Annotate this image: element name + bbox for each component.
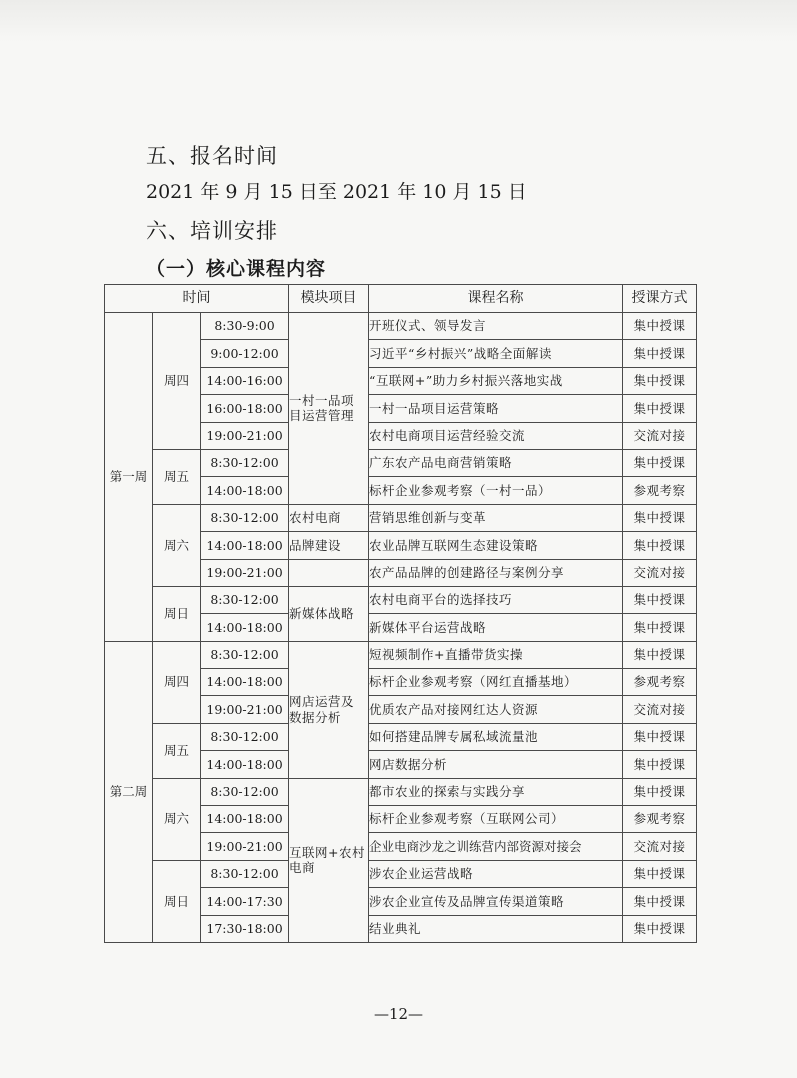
method-cell: 集中授课	[623, 614, 697, 641]
course-cell: 农业品牌互联网生态建设策略	[369, 532, 623, 559]
time-cell: 8:30-9:00	[201, 313, 289, 340]
method-cell: 交流对接	[623, 422, 697, 449]
module-cell: 新媒体战略	[289, 586, 369, 641]
subheading-core-courses: （一）核心课程内容	[146, 258, 327, 280]
registration-period: 2021 年 9 月 15 日至 2021 年 10 月 15 日	[146, 181, 527, 203]
course-cell: 网店数据分析	[369, 751, 623, 778]
time-cell: 19:00-21:00	[201, 422, 289, 449]
day-cell: 周五	[153, 723, 201, 778]
module-label: 数据分析	[289, 709, 342, 725]
course-cell: 涉农企业运营战略	[369, 860, 623, 887]
header-course: 课程名称	[369, 285, 623, 313]
table-row	[105, 449, 697, 476]
module-label: 互联网+农村	[289, 844, 366, 860]
module-label: 目运营管理	[289, 408, 355, 424]
method-cell: 集中授课	[623, 395, 697, 422]
section-heading-registration: 五、报名时间	[146, 144, 278, 168]
section-heading-training: 六、培训安排	[146, 219, 278, 243]
time-cell: 14:00-16:00	[201, 367, 289, 394]
table-row	[105, 723, 697, 750]
course-cell: 标杆企业参观考察（一村一品）	[369, 477, 623, 504]
method-cell: 交流对接	[623, 833, 697, 860]
module-cell: 农村电商	[289, 504, 369, 531]
time-cell: 14:00-18:00	[201, 614, 289, 641]
time-cell: 14:00-18:00	[201, 477, 289, 504]
time-cell: 14:00-17:30	[201, 888, 289, 915]
day-cell: 周日	[153, 586, 201, 641]
module-cell	[289, 313, 369, 505]
method-cell: 参观考察	[623, 669, 697, 696]
course-cell: 开班仪式、领导发言	[369, 313, 623, 340]
scan-top-band	[0, 0, 797, 42]
method-cell: 集中授课	[623, 888, 697, 915]
course-cell: 习近平“乡村振兴”战略全面解读	[369, 340, 623, 367]
module-label: 一村一品项	[289, 392, 355, 408]
course-cell: “互联网+”助力乡村振兴落地实战	[369, 367, 623, 394]
table-row	[105, 778, 697, 805]
method-cell: 集中授课	[623, 367, 697, 394]
time-cell: 8:30-12:00	[201, 860, 289, 887]
course-cell: 优质农产品对接网红达人资源	[369, 696, 623, 723]
table-header-row	[105, 285, 697, 313]
course-cell: 标杆企业参观考察（网红直播基地）	[369, 669, 623, 696]
method-cell: 集中授课	[623, 778, 697, 805]
time-cell: 14:00-18:00	[201, 806, 289, 833]
module-cell	[289, 641, 369, 778]
method-cell: 参观考察	[623, 806, 697, 833]
header-method: 授课方式	[623, 285, 697, 313]
day-cell: 周四	[153, 641, 201, 723]
method-cell: 集中授课	[623, 586, 697, 613]
time-cell: 8:30-12:00	[201, 586, 289, 613]
course-cell: 短视频制作+直播带货实操	[369, 641, 623, 668]
week-cell: 第二周	[105, 641, 153, 942]
time-cell: 14:00-18:00	[201, 532, 289, 559]
time-cell: 17:30-18:00	[201, 915, 289, 942]
time-cell: 8:30-12:00	[201, 449, 289, 476]
day-cell: 周六	[153, 778, 201, 860]
time-cell: 14:00-18:00	[201, 669, 289, 696]
course-cell: 农村电商平台的选择技巧	[369, 586, 623, 613]
course-cell: 标杆企业参观考察（互联网公司）	[369, 806, 623, 833]
time-cell: 9:00-12:00	[201, 340, 289, 367]
time-cell: 8:30-12:00	[201, 778, 289, 805]
page-number: —12—	[373, 1005, 424, 1023]
method-cell: 集中授课	[623, 504, 697, 531]
time-cell: 14:00-18:00	[201, 751, 289, 778]
course-cell: 农产品品牌的创建路径与案例分享	[369, 559, 623, 586]
course-cell: 广东农产品电商营销策略	[369, 449, 623, 476]
header-module: 模块项目	[289, 285, 369, 313]
method-cell: 集中授课	[623, 751, 697, 778]
course-cell: 农村电商项目运营经验交流	[369, 422, 623, 449]
course-cell: 结业典礼	[369, 915, 623, 942]
module-cell	[289, 559, 369, 586]
method-cell: 集中授课	[623, 723, 697, 750]
course-cell: 企业电商沙龙之训练营内部资源对接会	[369, 833, 623, 860]
time-cell: 16:00-18:00	[201, 395, 289, 422]
week-cell: 第一周	[105, 313, 153, 642]
course-cell: 营销思维创新与变革	[369, 504, 623, 531]
method-cell: 交流对接	[623, 696, 697, 723]
day-cell: 周四	[153, 313, 201, 450]
method-cell: 集中授课	[623, 340, 697, 367]
module-label: 网店运营及	[289, 694, 355, 710]
course-cell: 一村一品项目运营策略	[369, 395, 623, 422]
table-row	[105, 313, 697, 340]
time-cell: 8:30-12:00	[201, 641, 289, 668]
day-cell: 周六	[153, 504, 201, 586]
course-cell: 涉农企业宣传及品牌宣传渠道策略	[369, 888, 623, 915]
method-cell: 集中授课	[623, 641, 697, 668]
time-cell: 19:00-21:00	[201, 833, 289, 860]
table-row	[105, 504, 697, 531]
time-cell: 8:30-12:00	[201, 504, 289, 531]
course-cell: 新媒体平台运营战略	[369, 614, 623, 641]
table-row	[105, 860, 697, 887]
method-cell: 集中授课	[623, 915, 697, 942]
time-cell: 8:30-12:00	[201, 723, 289, 750]
course-cell: 如何搭建品牌专属私域流量池	[369, 723, 623, 750]
method-cell: 集中授课	[623, 449, 697, 476]
time-cell: 19:00-21:00	[201, 696, 289, 723]
table-row	[105, 641, 697, 668]
method-cell: 参观考察	[623, 477, 697, 504]
day-cell: 周日	[153, 860, 201, 942]
course-cell: 都市农业的探索与实践分享	[369, 778, 623, 805]
module-label: 电商	[289, 860, 316, 876]
time-cell: 19:00-21:00	[201, 559, 289, 586]
module-cell: 品牌建设	[289, 532, 369, 559]
method-cell: 交流对接	[623, 559, 697, 586]
course-schedule-table	[104, 284, 697, 943]
method-cell: 集中授课	[623, 532, 697, 559]
module-cell	[289, 778, 369, 942]
table-row	[105, 586, 697, 613]
method-cell: 集中授课	[623, 860, 697, 887]
method-cell: 集中授课	[623, 313, 697, 340]
day-cell: 周五	[153, 449, 201, 504]
header-time: 时间	[105, 285, 289, 313]
